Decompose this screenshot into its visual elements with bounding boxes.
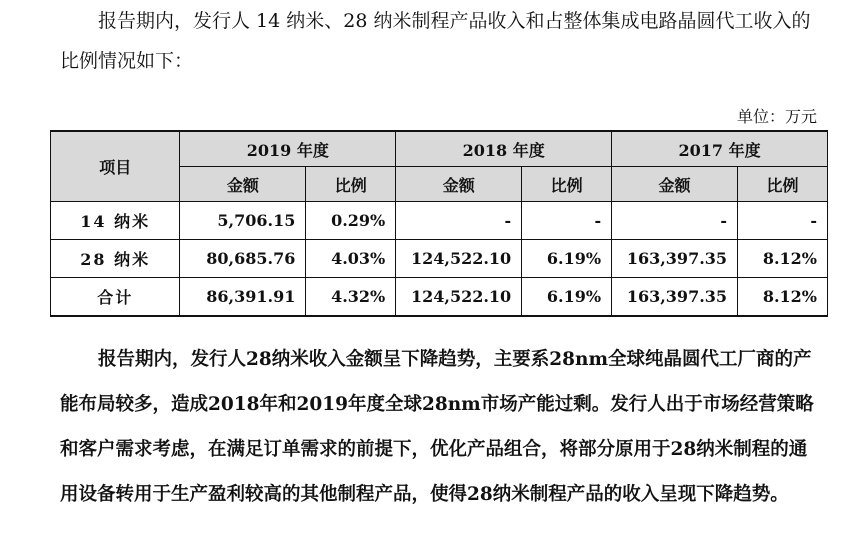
row-label: 28 纳米 — [51, 240, 180, 278]
table-cell: - — [522, 202, 612, 240]
table-cell: 124,522.10 — [396, 278, 522, 317]
header-item: 项目 — [51, 131, 180, 202]
table-row — [51, 240, 828, 278]
subheader-ratio: 比例 — [522, 167, 612, 202]
table-cell: 4.32% — [306, 278, 396, 317]
row-label: 14 纳米 — [51, 202, 180, 240]
intro-paragraph: 报告期内，发行人 14 纳米、28 纳米制程产品收入和占整体集成电路晶圆代工收入的比例情况如下： — [60, 10, 811, 72]
table-cell: 8.12% — [738, 278, 828, 317]
header-year-2017: 2017 年度 — [612, 131, 828, 167]
row-label: 合计 — [51, 278, 180, 317]
table-cell: - — [738, 202, 828, 240]
table-cell: 0.29% — [306, 202, 396, 240]
table-cell: 86,391.91 — [180, 278, 306, 317]
table-cell: - — [612, 202, 738, 240]
unit-label: 单位：万元 — [736, 107, 817, 126]
subheader-ratio: 比例 — [738, 167, 828, 202]
table-row — [51, 202, 828, 240]
table-cell: 6.19% — [522, 240, 612, 278]
header-year-2018: 2018 年度 — [396, 131, 612, 167]
header-year-2019: 2019 年度 — [180, 131, 396, 167]
table-cell: - — [396, 202, 522, 240]
table-cell: 6.19% — [522, 278, 612, 317]
table-cell: 163,397.35 — [612, 240, 738, 278]
table-cell: 163,397.35 — [612, 278, 738, 317]
table-row — [51, 278, 828, 317]
table-header-row — [51, 131, 828, 167]
table-cell: 5,706.15 — [180, 202, 306, 240]
revenue-table — [50, 130, 828, 317]
subheader-ratio: 比例 — [306, 167, 396, 202]
subheader-amount: 金额 — [180, 167, 306, 202]
table-cell: 8.12% — [738, 240, 828, 278]
subheader-amount: 金额 — [612, 167, 738, 202]
subheader-amount: 金额 — [396, 167, 522, 202]
table-cell: 80,685.76 — [180, 240, 306, 278]
analysis-paragraph: 报告期内，发行人28纳米收入金额呈下降趋势，主要系28nm全球纯晶圆代工厂商的产能布局较多，造成2018年和2019年度全球28nm市场产能过剩。发行人出于市场经营策略和客户需求考虑，在满足订单需求的前提下，优化产品组合，将部分原用于28纳米制程的通用设备转用于生产盈利较高的其他制程产品，使得28纳米制程产品的收入呈现下降趋势。 — [60, 349, 814, 505]
table-cell: 124,522.10 — [396, 240, 522, 278]
table-cell: 4.03% — [306, 240, 396, 278]
